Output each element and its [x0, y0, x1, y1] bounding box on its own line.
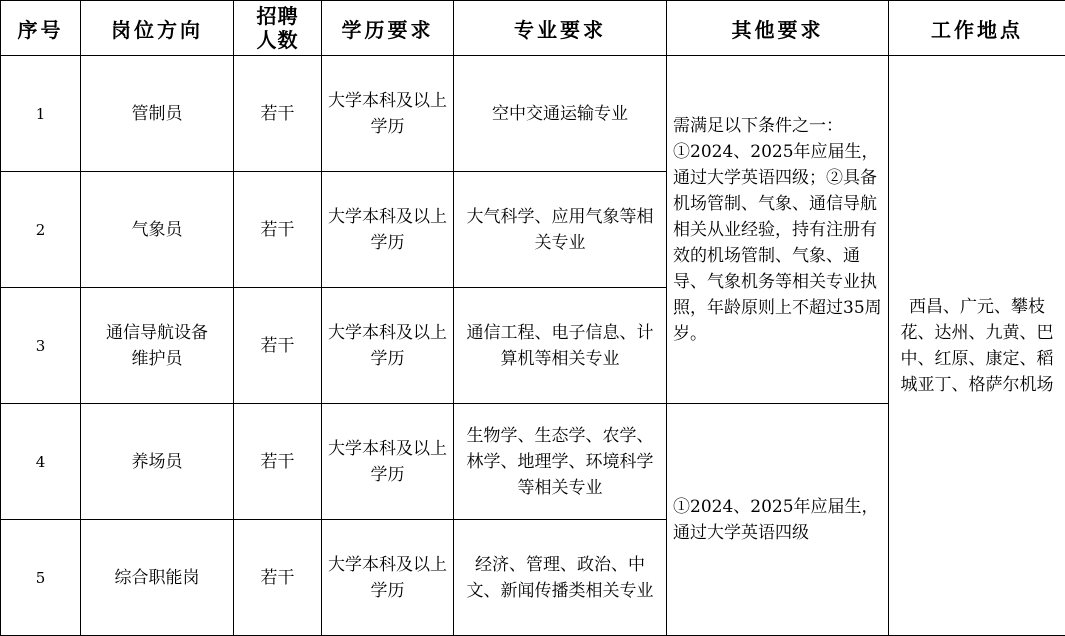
row-education: 大学本科及以上学历	[322, 172, 454, 288]
work-location: 西昌、广元、攀枝花、达州、九黄、巴中、红原、康定、稻城亚丁、格萨尔机场	[889, 56, 1065, 636]
row-index: 5	[1, 520, 81, 636]
row-education: 大学本科及以上学历	[322, 404, 454, 520]
other-requirements-group-1: 需满足以下条件之一：①2024、2025年应届生，通过大学英语四级；②具备机场管制、气象、通信导航相关从业经验，持有注册有效的机场管制、气象、通导、气象机务等相关专业执照，年龄原则上不超过35周岁。	[667, 56, 889, 404]
header-row	[1, 1, 1065, 56]
row-education: 大学本科及以上学历	[322, 56, 454, 172]
row-education: 大学本科及以上学历	[322, 520, 454, 636]
other-requirements-group-2: ①2024、2025年应届生，通过大学英语四级	[667, 404, 889, 636]
row-position: 通信导航设备维护员	[81, 288, 234, 404]
row-index: 1	[1, 56, 81, 172]
row-count: 若干	[234, 172, 322, 288]
row-count: 若干	[234, 288, 322, 404]
row-count: 若干	[234, 520, 322, 636]
header-location: 工作地点	[889, 1, 1065, 56]
row-major: 大气科学、应用气象等相关专业	[454, 172, 667, 288]
row-education: 大学本科及以上学历	[322, 288, 454, 404]
header-other: 其他要求	[667, 1, 889, 56]
row-index: 3	[1, 288, 81, 404]
row-count: 若干	[234, 56, 322, 172]
row-position: 综合职能岗	[81, 520, 234, 636]
header-position: 岗位方向	[81, 1, 234, 56]
row-position: 气象员	[81, 172, 234, 288]
row-major: 经济、管理、政治、中文、新闻传播类相关专业	[454, 520, 667, 636]
table-row	[1, 56, 1065, 172]
row-position: 养场员	[81, 404, 234, 520]
header-index: 序号	[1, 1, 81, 56]
header-education: 学历要求	[322, 1, 454, 56]
row-position: 管制员	[81, 56, 234, 172]
header-major: 专业要求	[454, 1, 667, 56]
row-major: 生物学、生态学、农学、林学、地理学、环境科学等相关专业	[454, 404, 667, 520]
row-major: 通信工程、电子信息、计算机等相关专业	[454, 288, 667, 404]
header-count: 招聘人数	[234, 1, 322, 56]
row-count: 若干	[234, 404, 322, 520]
row-major: 空中交通运输专业	[454, 56, 667, 172]
row-index: 4	[1, 404, 81, 520]
row-index: 2	[1, 172, 81, 288]
